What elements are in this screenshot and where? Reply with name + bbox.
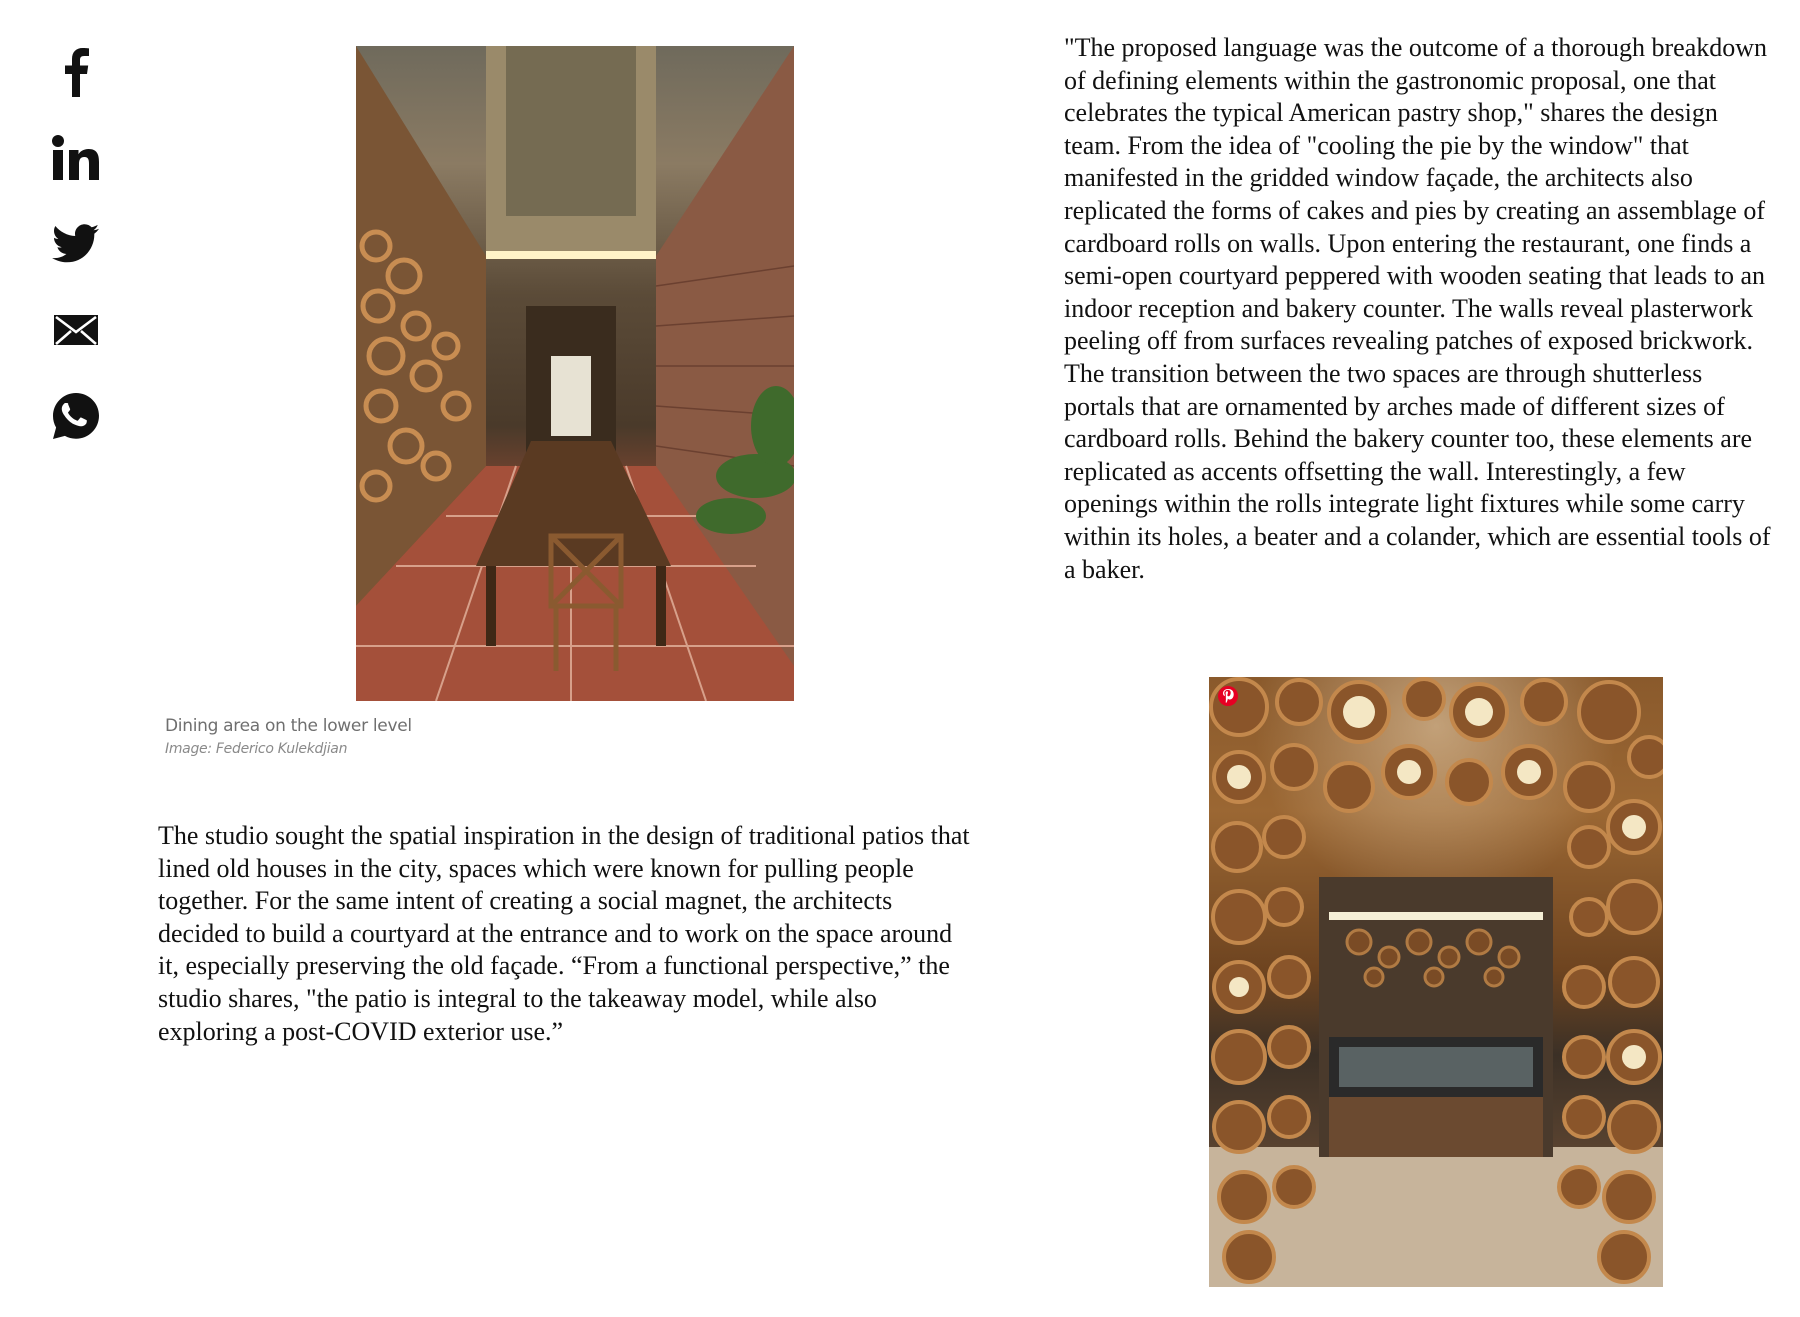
- twitter-icon: [52, 224, 100, 264]
- share-linkedin-button[interactable]: [50, 132, 102, 184]
- caption-credit: Image: Federico Kulekdjian: [165, 741, 348, 757]
- dining-area-illustration: [356, 46, 794, 701]
- share-facebook-button[interactable]: [50, 46, 102, 98]
- article-paragraph-left: The studio sought the spatial inspiration in the design of traditional patios that lined old houses in the city, spaces which were known for pulling people together. For the same intent of creating a social magnet, the architects decided to build a courtyard at the entrance and to work on the space around it, especially preserving the old façade. “From a functional perspective,” the studio shares, "the patio is integral to the takeaway model, while also exploring a post-COVID exterior use.”: [158, 821, 970, 1046]
- bakery-arch-illustration: [1209, 677, 1663, 1287]
- share-email-button[interactable]: [50, 304, 102, 356]
- whatsapp-icon: [51, 391, 101, 441]
- photo-caption: [165, 714, 412, 760]
- share-bar: [48, 46, 104, 442]
- facebook-icon: [62, 47, 90, 97]
- caption-title: Dining area on the lower level: [165, 716, 412, 736]
- share-twitter-button[interactable]: [50, 218, 102, 270]
- pinterest-save-button[interactable]: [1218, 686, 1238, 706]
- share-whatsapp-button[interactable]: [50, 390, 102, 442]
- bakery-arch-photo: [1209, 677, 1663, 1287]
- linkedin-icon: [52, 135, 100, 181]
- dining-area-photo: [356, 46, 794, 701]
- pinterest-icon: [1222, 689, 1234, 703]
- article-paragraph-right: "The proposed language was the outcome of a thorough breakdown of defining elements within the gastronomic proposal, one that celebrates the typical American pastry shop," shares the design team. From the idea of "cooling the pie by the window" that manifested in the gridded window façade, the architects also replicated the forms of cakes and pies by creating an assemblage of cardboard rolls on walls. Upon entering the restaurant, one finds a semi-open courtyard peppered with wooden seating that leads to an indoor reception and bakery counter. The walls reveal plasterwork peeling off from surfaces revealing patches of exposed brickwork. The transition between the two spaces are through shutterless portals that are ornamented by arches made of different sizes of cardboard rolls. Behind the bakery counter too, these elements are replicated as accents offsetting the wall. Interestingly, a few openings within the rolls integrate light fixtures while some carry within its holes, a beater and a colander, which are essential tools of a baker.: [1064, 33, 1771, 584]
- mail-icon: [52, 313, 100, 347]
